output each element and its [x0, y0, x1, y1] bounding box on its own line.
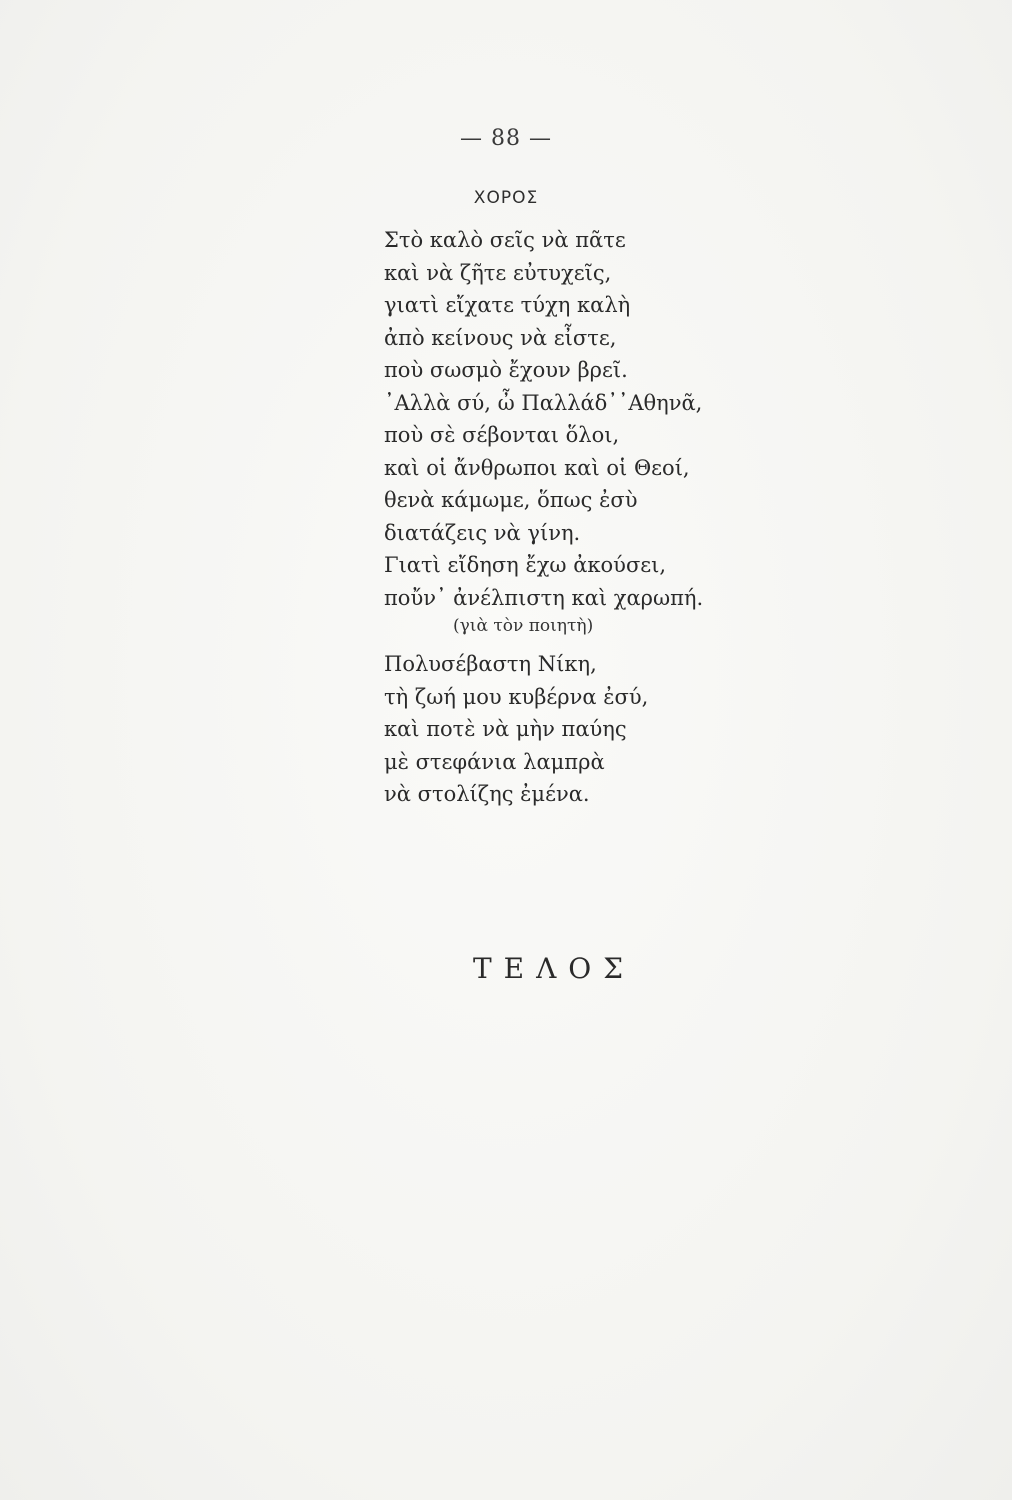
verse-line: διατάζεις νὰ γίνη. — [384, 520, 581, 545]
verse-line: ποὺ σωσμὸ ἔχουν βρεῖ. — [384, 358, 628, 382]
stage-note: (γιὰ τὸν ποιητὴ) — [453, 616, 594, 636]
dedication-stanza — [384, 648, 804, 811]
verse-line: ποὺ σὲ σέβονται ὅλοι, — [384, 423, 620, 447]
verse-line: γιατὶ εἴχατε τύχη καλὴ — [384, 293, 631, 317]
verse-line: νὰ στολίζης ἐμένα. — [384, 782, 590, 806]
verse-line: Γιατὶ εἴδηση ἔχω ἀκούσει, — [384, 553, 667, 577]
verse-line: τὴ ζωή μου κυβέρνα ἐσύ, — [384, 684, 649, 709]
verse-line: ᾿Αλλὰ σύ, ὦ Παλλάδ᾿᾿Αθηνᾶ, — [384, 390, 703, 415]
verse-line: θενὰ κάμωμε, ὅπως ἐσὺ — [384, 488, 638, 512]
verse-line: ποὔν᾿ ἀνέλπιστη καὶ χαρωπή. — [384, 585, 704, 610]
verse-line: Πολυσέβαστη Νίκη, — [384, 652, 597, 676]
the-end-label: ΤΕΛΟΣ — [472, 952, 636, 985]
verse-line: ἀπὸ κείνους νὰ εἶστε, — [384, 325, 617, 350]
verse-line: Στὸ καλὸ σεῖς νὰ πᾶτε — [384, 228, 626, 252]
chorus-heading: ΧΟΡΟΣ — [473, 188, 539, 208]
chorus-stanza — [384, 224, 804, 614]
verse-line: καὶ ποτὲ νὰ μὴν παύης — [384, 717, 627, 741]
verse-line: μὲ στεφάνια λαμπρὰ — [384, 749, 605, 774]
verse-line: καὶ νὰ ζῆτε εὐτυχεῖς, — [384, 260, 612, 285]
page-number: — 88 — — [460, 126, 552, 151]
verse-line: καὶ οἱ ἄνθρωποι καὶ οἱ Θεοί, — [384, 455, 690, 480]
